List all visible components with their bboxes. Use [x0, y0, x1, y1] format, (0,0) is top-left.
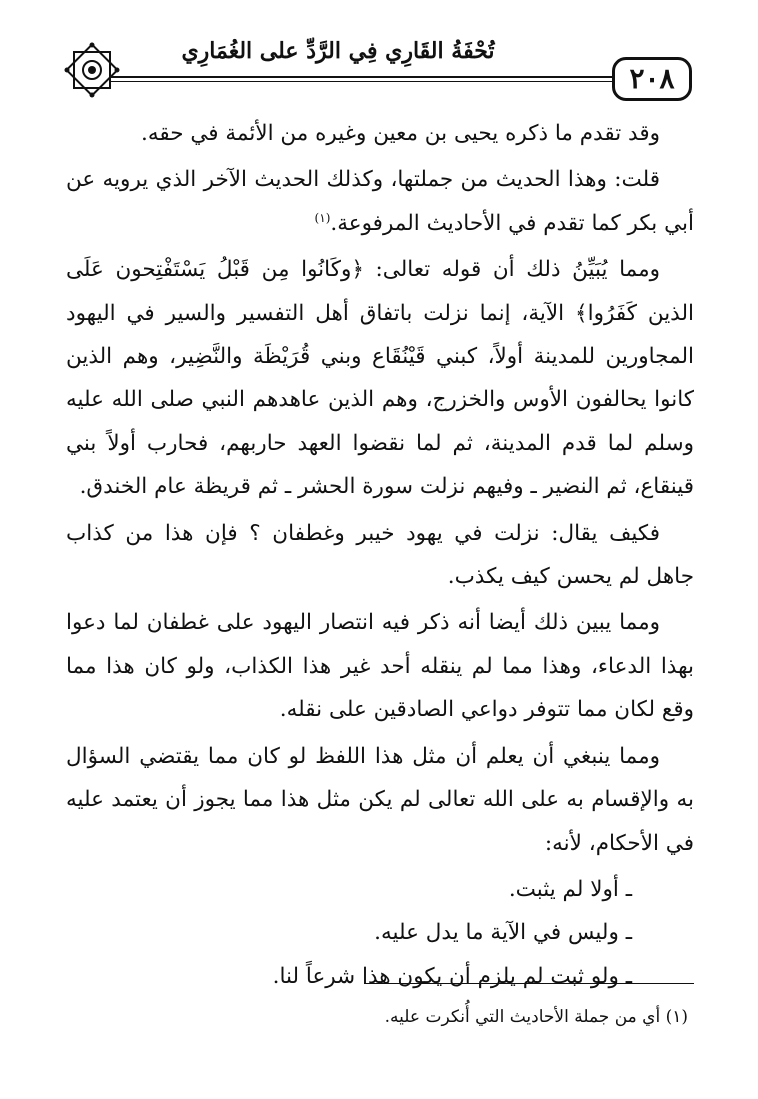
header-rule — [110, 76, 615, 78]
main-text — [66, 112, 694, 998]
page-number: ٢٠٨ — [612, 57, 692, 101]
header-rule-thin — [110, 81, 615, 82]
paragraph: ومما ينبغي أن يعلم أن مثل هذا اللفظ لو كان مما يقتضي السؤال به والإقسام به على الله تعالى لم يكن مثل هذا مما يجوز أن يعتمد عليه في الأحكام، لأنه: — [66, 743, 694, 856]
list-item: ـ ولو ثبت لم يلزم أن يكون هذا شرعاً لنا. — [272, 963, 632, 989]
page-header — [0, 0, 758, 110]
octagonal-star-ornament-icon — [62, 40, 122, 100]
list-item: ـ أولا لم يثبت. — [508, 876, 632, 902]
footnote: (١) أي من جملة الأحاديث التي أُنكرت عليه. — [384, 1007, 688, 1027]
paragraph: فكيف يقال: نزلت في يهود خيبر وغطفان ؟ فإن هذا من كذاب جاهل لم يحسن كيف يكذب. — [66, 520, 694, 590]
footnote-marker: (١) — [314, 210, 331, 225]
list-item: ـ وليس في الآية ما يدل عليه. — [374, 920, 632, 946]
paragraph: قلت: وهذا الحديث من جملتها، وكذلك الحديث الآخر الذي يرويه عن أبي بكر كما تقدم في الأحاديث المرفوعة.$^{(١)}$ — [66, 167, 694, 236]
paragraph: ومما يبين ذلك أيضا أنه ذكر فيه انتصار اليهود على غطفان لما دعوا بهذا الدعاء، وهذا مما لم ينقله أحد غير هذا الكذاب، ولو كان هذا مما وقع لكان مما تتوفر دواعي الصادقين على نقله. — [66, 610, 694, 723]
paragraph: ومما يُبَيِّنُ ذلك أن قوله تعالى: ﴿وكَانُوا مِن قَبْلُ يَسْتَفْتِحون عَلَى الذين كَفَرُوا﴾ الآية، إنما نزلت باتفاق أهل التفسير والسير في اليهود المجاورين للمدينة أولاً، كبني قَيْنُقَاع وبني قُرَيْظَة والنَّضِير، وهم الذين كانوا يحالفون الأوس والخزرج، وهم الذين عاهدهم النبي صلى الله عليه وسلم لما قدم المدينة، ثم لما نقضوا العهد حاربهم، فحارب أولاً بني قينقاع، ثم النضير ـ وفيهم نزلت سورة الحشر ـ ثم قريظة عام الخندق. — [66, 257, 694, 500]
footnote-separator — [364, 983, 694, 984]
reasons-list — [66, 868, 694, 998]
running-title: تُحْفَةُ القَارِي فِي الرَّدِّ على الغُمَارِي — [181, 38, 495, 64]
paragraph: وقد تقدم ما ذكره يحيى بن معين وغيره من الأئمة في حقه. — [141, 121, 660, 146]
